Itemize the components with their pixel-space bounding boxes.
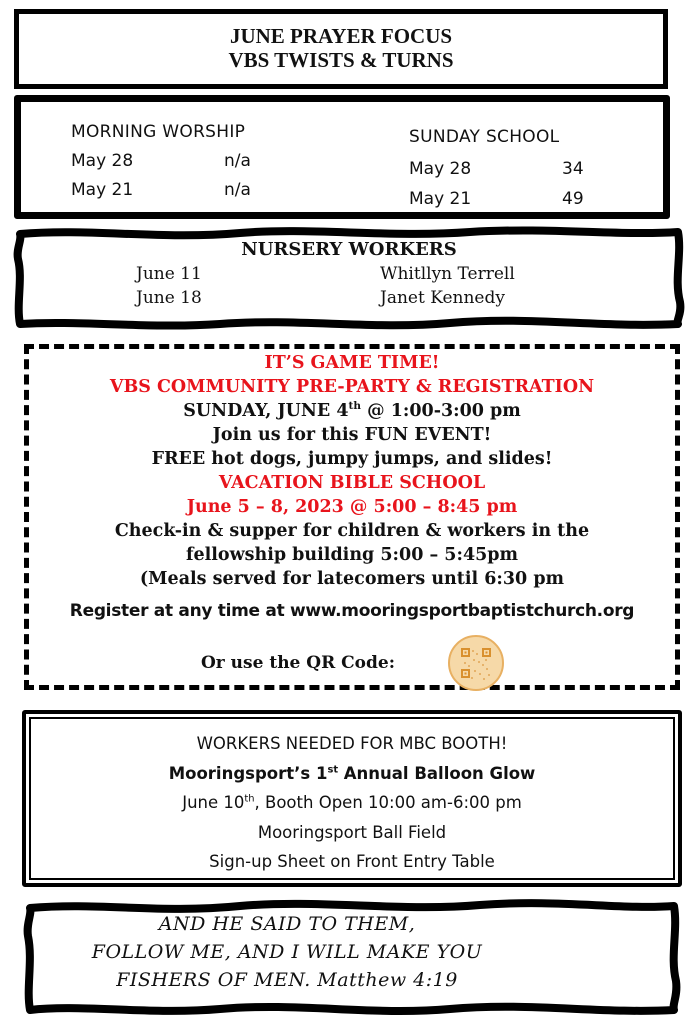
morning-worship-column	[71, 117, 371, 205]
register-link[interactable]: Register at any time at www.mooringsportbaptistchurch.org	[69, 601, 635, 621]
attendance-date: May 21	[71, 180, 134, 200]
checkin-text-2: fellowship building 5:00 – 5:45pm	[185, 545, 519, 565]
attendance-box	[14, 95, 670, 219]
attendance-value: n/a	[224, 151, 251, 171]
preparty-date	[29, 399, 675, 423]
nursery-row	[10, 262, 688, 286]
vbs-dates: June 5 – 8, 2023 @ 5:00 – 8:45 pm	[186, 497, 518, 517]
prayer-focus-box	[14, 9, 668, 89]
nursery-worker-name: Janet Kennedy	[380, 288, 505, 308]
booth-event-name: Mooringsport’s 1	[168, 763, 328, 783]
nursery-date: June 11	[136, 264, 202, 284]
vbs-announcement-box	[24, 344, 680, 690]
ordinal-suffix: st	[327, 764, 339, 775]
free-text: FREE hot dogs, jumpy jumps, and slides!	[151, 449, 553, 469]
meals-text: (Meals served for latecomers until 6:30 pm	[139, 569, 565, 589]
preparty-date-main: SUNDAY, JUNE 4	[183, 401, 349, 421]
attendance-date: May 21	[409, 189, 472, 209]
booth-date-main: June 10	[182, 793, 245, 812]
verse-line-1: AND HE SAID TO THEM,	[158, 913, 416, 935]
booth-hours: , Booth Open 10:00 am-6:00 pm	[254, 793, 522, 812]
qr-row	[29, 635, 675, 695]
attendance-date: May 28	[409, 159, 472, 179]
qr-label: Or use the QR Code:	[201, 653, 395, 673]
nursery-row	[10, 286, 688, 310]
scripture-verse-box	[20, 896, 684, 1020]
attendance-row	[409, 154, 649, 184]
booth-signup: Sign-up Sheet on Front Entry Table	[209, 852, 495, 871]
ordinal-suffix: th	[348, 400, 362, 413]
nursery-workers-box	[10, 224, 688, 332]
attendance-value: n/a	[224, 180, 251, 200]
game-time-headline: IT’S GAME TIME!	[264, 353, 440, 373]
prayer-focus-subtitle: VBS TWISTS & TURNS	[228, 48, 454, 72]
attendance-value: 49	[562, 189, 584, 209]
checkin-text-1: Check-in & supper for children & workers in the	[114, 521, 590, 541]
verse-line-2: FOLLOW ME, AND I WILL MAKE YOU	[91, 941, 483, 963]
verse-line-3: FISHERS OF MEN. Matthew 4:19	[116, 969, 458, 991]
sunday-school-column	[409, 121, 649, 214]
nursery-worker-name: Whitllyn Terrell	[380, 264, 515, 284]
ordinal-suffix: th	[244, 793, 255, 805]
sunday-school-header: SUNDAY SCHOOL	[409, 127, 560, 147]
attendance-row	[71, 176, 371, 205]
join-text: Join us for this FUN EVENT!	[212, 425, 492, 445]
booth-title: WORKERS NEEDED FOR MBC BOOTH!	[196, 734, 508, 753]
booth-workers-box	[22, 710, 682, 887]
attendance-value: 34	[562, 159, 584, 179]
morning-worship-header: MORNING WORSHIP	[71, 122, 246, 142]
nursery-title: NURSERY WORKERS	[241, 239, 457, 260]
booth-location: Mooringsport Ball Field	[257, 822, 447, 842]
vbs-title: VACATION BIBLE SCHOOL	[218, 473, 486, 493]
qr-code-icon[interactable]	[448, 635, 504, 691]
booth-event-name-end: Annual Balloon Glow	[338, 763, 536, 783]
attendance-row	[409, 184, 649, 214]
preparty-time: @ 1:00-3:00 pm	[361, 401, 521, 421]
preparty-title: VBS COMMUNITY PRE-PARTY & REGISTRATION	[109, 377, 595, 397]
attendance-row	[71, 147, 371, 176]
prayer-focus-title: JUNE PRAYER FOCUS	[229, 24, 453, 48]
booth-event	[31, 759, 673, 789]
attendance-date: May 28	[71, 151, 134, 171]
nursery-date: June 18	[136, 288, 202, 308]
booth-date	[31, 788, 673, 818]
